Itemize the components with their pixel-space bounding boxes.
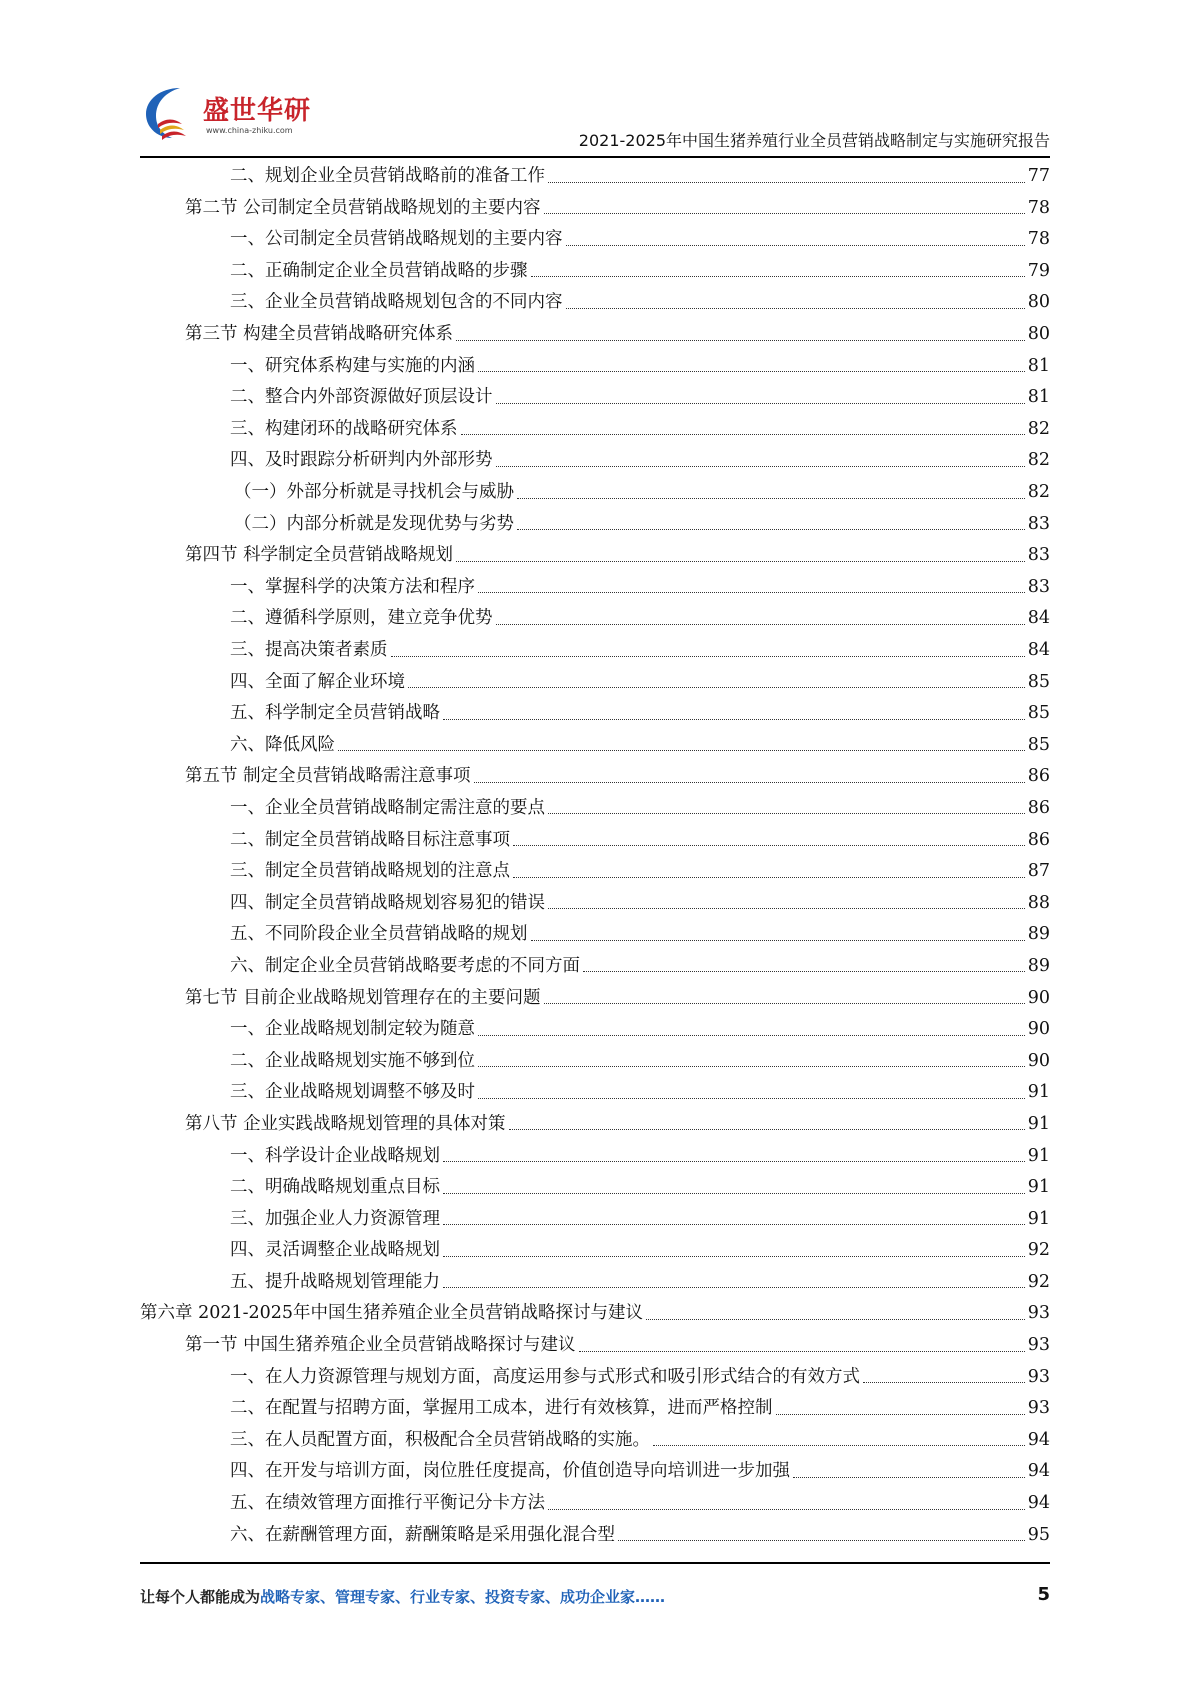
toc-entry-title: 一、科学设计企业战略规划	[230, 1145, 440, 1166]
toc-leader-dots	[496, 466, 1025, 467]
toc-entry[interactable]	[140, 1361, 1050, 1393]
toc-entry-page: 93	[1027, 1335, 1050, 1356]
toc-leader-dots	[509, 1129, 1025, 1130]
toc-entry[interactable]	[140, 413, 1050, 445]
toc-entry[interactable]	[140, 1519, 1050, 1551]
toc-entry-page: 83	[1027, 576, 1050, 597]
logo-url: www.china-zhiku.com	[206, 126, 293, 135]
toc-entry[interactable]	[140, 697, 1050, 729]
toc-entry[interactable]	[140, 760, 1050, 792]
logo-name: 盛世华研	[203, 96, 312, 126]
toc-leader-dots	[548, 182, 1025, 183]
logo-mark-icon	[140, 84, 204, 144]
toc-entry-title: 第二节 公司制定全员营销战略规划的主要内容	[185, 197, 541, 218]
toc-entry-title: 二、明确战略规划重点目标	[230, 1177, 440, 1198]
toc-entry[interactable]	[140, 1455, 1050, 1487]
toc-entry-title: 四、及时跟踪分析研判内外部形势	[230, 450, 493, 471]
toc-leader-dots	[548, 908, 1025, 909]
toc-entry-title: 第八节 企业实践战略规划管理的具体对策	[185, 1113, 506, 1134]
toc-leader-dots	[478, 371, 1025, 372]
toc-entry-title: 二、遵循科学原则，建立竞争优势	[230, 608, 493, 629]
toc-entry[interactable]	[140, 1234, 1050, 1266]
toc-entry-page: 78	[1027, 229, 1050, 250]
footer-slogan-prefix: 让每个人都能成为	[140, 1588, 261, 1606]
toc-entry-title: 三、企业全员营销战略规划包含的不同内容	[230, 292, 563, 313]
table-of-contents	[140, 160, 1050, 1550]
toc-leader-dots	[478, 1066, 1025, 1067]
toc-entry-page: 79	[1027, 260, 1050, 281]
toc-entry-page: 85	[1027, 671, 1050, 692]
toc-entry-page: 91	[1027, 1145, 1050, 1166]
toc-entry[interactable]	[140, 539, 1050, 571]
toc-entry[interactable]	[140, 381, 1050, 413]
toc-entry-page: 77	[1027, 166, 1050, 187]
toc-entry[interactable]	[140, 1045, 1050, 1077]
toc-entry-page: 82	[1027, 482, 1050, 503]
toc-entry-title: 第七节 目前企业战略规划管理存在的主要问题	[185, 987, 541, 1008]
toc-entry[interactable]	[140, 887, 1050, 919]
toc-leader-dots	[517, 498, 1025, 499]
toc-entry[interactable]	[140, 950, 1050, 982]
toc-leader-dots	[863, 1382, 1025, 1383]
toc-leader-dots	[513, 877, 1025, 878]
toc-entry-page: 94	[1027, 1493, 1050, 1514]
toc-entry-title: 六、在薪酬管理方面，薪酬策略是采用强化混合型	[230, 1524, 615, 1545]
toc-leader-dots	[496, 403, 1025, 404]
toc-entry-page: 82	[1027, 450, 1050, 471]
toc-entry-title: 第五节 制定全员营销战略需注意事项	[185, 766, 471, 787]
toc-entry-title: 二、在配置与招聘方面，掌握用工成本，进行有效核算，进而严格控制	[230, 1398, 773, 1419]
toc-entry-title: 二、正确制定企业全员营销战略的步骤	[230, 260, 528, 281]
toc-entry-page: 78	[1027, 197, 1050, 218]
toc-entry[interactable]	[140, 1487, 1050, 1519]
toc-leader-dots	[461, 434, 1025, 435]
toc-entry-title: 四、全面了解企业环境	[230, 671, 405, 692]
toc-entry-title: 第三节 构建全员营销战略研究体系	[185, 324, 454, 345]
toc-entry-page: 89	[1027, 924, 1050, 945]
footer-slogan	[140, 1586, 665, 1607]
toc-entry-title: 五、不同阶段企业全员营销战略的规划	[230, 924, 528, 945]
toc-entry-page: 90	[1027, 1019, 1050, 1040]
toc-entry-title: 二、整合内外部资源做好顶层设计	[230, 387, 493, 408]
toc-entry-title: 五、科学制定全员营销战略	[230, 703, 440, 724]
toc-entry-title: 三、加强企业人力资源管理	[230, 1208, 440, 1229]
toc-entry-title: 六、制定企业全员营销战略要考虑的不同方面	[230, 955, 580, 976]
toc-leader-dots	[548, 813, 1025, 814]
toc-entry-page: 93	[1027, 1303, 1050, 1324]
toc-entry[interactable]	[140, 855, 1050, 887]
toc-leader-dots	[456, 340, 1025, 341]
toc-leader-dots	[338, 750, 1025, 751]
toc-leader-dots	[443, 1193, 1025, 1194]
toc-entry-title: 一、企业全员营销战略制定需注意的要点	[230, 797, 545, 818]
page-header	[140, 84, 1050, 154]
toc-entry[interactable]	[140, 1108, 1050, 1140]
toc-entry[interactable]	[140, 255, 1050, 287]
toc-entry-title: 一、研究体系构建与实施的内涵	[230, 355, 475, 376]
toc-entry[interactable]	[140, 981, 1050, 1013]
toc-entry-page: 92	[1027, 1240, 1050, 1261]
toc-entry[interactable]	[140, 1076, 1050, 1108]
toc-entry-page: 86	[1027, 766, 1050, 787]
toc-leader-dots	[443, 719, 1025, 720]
toc-entry-title: 五、在绩效管理方面推行平衡记分卡方法	[230, 1493, 545, 1514]
toc-leader-dots	[548, 1509, 1025, 1510]
toc-entry-title: 四、灵活调整企业战略规划	[230, 1240, 440, 1261]
toc-leader-dots	[583, 971, 1025, 972]
toc-entry[interactable]	[140, 918, 1050, 950]
toc-leader-dots	[517, 529, 1025, 530]
footer-divider	[140, 1562, 1050, 1564]
toc-entry-page: 80	[1027, 324, 1050, 345]
toc-entry-page: 84	[1027, 608, 1050, 629]
toc-leader-dots	[496, 624, 1025, 625]
toc-entry-page: 84	[1027, 640, 1050, 660]
toc-entry-title: 二、规划企业全员营销战略前的准备工作	[230, 166, 545, 187]
toc-entry-page: 83	[1027, 545, 1050, 566]
toc-entry-page: 91	[1027, 1082, 1050, 1103]
toc-entry-title: 第一节 中国生猪养殖企业全员营销战略探讨与建议	[185, 1335, 576, 1356]
toc-leader-dots	[793, 1477, 1025, 1478]
toc-entry[interactable]	[140, 1297, 1050, 1329]
footer-slogan-highlight: 战略专家、管理专家、行业专家、投资专家、成功企业家……	[260, 1588, 666, 1606]
toc-leader-dots	[474, 782, 1025, 783]
toc-entry-title: 一、企业战略规划制定较为随意	[230, 1019, 475, 1040]
toc-entry-page: 85	[1027, 703, 1050, 724]
toc-entry-title: 第六章 2021-2025年中国生猪养殖企业全员营销战略探讨与建议	[140, 1303, 644, 1324]
toc-entry-page: 90	[1027, 1050, 1050, 1071]
toc-entry-title: （一）外部分析就是寻找机会与威胁	[234, 482, 514, 503]
toc-entry-page: 85	[1027, 734, 1050, 755]
toc-entry[interactable]	[140, 823, 1050, 855]
toc-entry[interactable]	[140, 1392, 1050, 1424]
toc-entry-title: 一、掌握科学的决策方法和程序	[230, 576, 475, 597]
toc-entry[interactable]	[140, 602, 1050, 634]
toc-entry-page: 90	[1027, 987, 1050, 1008]
toc-leader-dots	[531, 276, 1025, 277]
toc-entry[interactable]	[140, 444, 1050, 476]
toc-entry-title: 四、制定全员营销战略规划容易犯的错误	[230, 892, 545, 913]
toc-entry[interactable]	[140, 192, 1050, 224]
toc-entry[interactable]	[140, 223, 1050, 255]
toc-entry[interactable]	[140, 1171, 1050, 1203]
toc-entry[interactable]	[140, 729, 1050, 761]
toc-leader-dots	[646, 1319, 1025, 1320]
toc-entry-title: 三、企业战略规划调整不够及时	[230, 1082, 475, 1103]
page-number: 5	[1037, 1584, 1050, 1605]
header-divider	[140, 156, 1050, 158]
toc-entry[interactable]	[140, 1424, 1050, 1456]
toc-entry-page: 91	[1027, 1177, 1050, 1198]
toc-entry-page: 88	[1027, 892, 1050, 913]
toc-entry[interactable]	[140, 571, 1050, 603]
toc-entry[interactable]	[140, 1139, 1050, 1171]
report-title: 2021-2025年中国生猪养殖行业全员营销战略制定与实施研究报告	[578, 131, 1050, 150]
toc-entry-page: 82	[1027, 418, 1050, 439]
toc-leader-dots	[566, 308, 1025, 309]
toc-leader-dots	[478, 592, 1025, 593]
toc-leader-dots	[408, 687, 1025, 688]
toc-entry[interactable]	[140, 350, 1050, 382]
toc-leader-dots	[391, 656, 1025, 657]
toc-entry-page: 94	[1027, 1429, 1050, 1450]
toc-entry[interactable]	[140, 666, 1050, 698]
toc-entry-title: 三、构建闭环的战略研究体系	[230, 418, 458, 439]
toc-entry-title: 三、在人员配置方面，积极配合全员营销战略的实施。	[230, 1429, 650, 1450]
toc-entry-page: 95	[1027, 1524, 1050, 1545]
toc-entry-page: 91	[1027, 1208, 1050, 1229]
toc-entry-page: 93	[1027, 1366, 1050, 1387]
toc-leader-dots	[653, 1445, 1025, 1446]
toc-entry-page: 86	[1027, 829, 1050, 850]
toc-entry-page: 87	[1027, 861, 1050, 882]
toc-entry-page: 83	[1027, 513, 1050, 534]
toc-entry[interactable]	[140, 1266, 1050, 1298]
logo	[140, 84, 320, 146]
toc-entry[interactable]	[140, 634, 1050, 666]
toc-leader-dots	[456, 561, 1025, 562]
toc-entry-title: 二、企业战略规划实施不够到位	[230, 1050, 475, 1071]
toc-entry[interactable]	[140, 318, 1050, 350]
toc-leader-dots	[443, 1287, 1025, 1288]
toc-leader-dots	[566, 245, 1025, 246]
toc-entry-title: （二）内部分析就是发现优势与劣势	[234, 513, 514, 534]
toc-leader-dots	[513, 845, 1025, 846]
toc-entry[interactable]	[140, 1013, 1050, 1045]
toc-entry-title: 二、制定全员营销战略目标注意事项	[230, 829, 510, 850]
toc-entry-title: 四、在开发与培训方面，岗位胜任度提高，价值创造导向培训进一步加强	[230, 1461, 790, 1482]
toc-leader-dots	[776, 1414, 1025, 1415]
toc-leader-dots	[478, 1098, 1025, 1099]
toc-entry-page: 94	[1027, 1461, 1050, 1482]
toc-leader-dots	[618, 1540, 1025, 1541]
toc-entry-title: 第四节 科学制定全员营销战略规划	[185, 545, 454, 566]
toc-entry-page: 89	[1027, 955, 1050, 976]
toc-entry-title: 三、提高决策者素质	[230, 640, 388, 660]
toc-entry-page: 81	[1027, 387, 1050, 408]
toc-entry-title: 六、降低风险	[230, 734, 335, 755]
toc-entry[interactable]	[140, 286, 1050, 318]
toc-leader-dots	[544, 213, 1025, 214]
toc-entry-page: 81	[1027, 355, 1050, 376]
toc-entry-page: 92	[1027, 1271, 1050, 1292]
toc-entry[interactable]	[140, 476, 1050, 508]
toc-leader-dots	[443, 1161, 1025, 1162]
toc-entry-title: 五、提升战略规划管理能力	[230, 1271, 440, 1292]
toc-entry-title: 三、制定全员营销战略规划的注意点	[230, 861, 510, 882]
toc-entry[interactable]	[140, 1329, 1050, 1361]
toc-entry[interactable]	[140, 508, 1050, 540]
toc-entry[interactable]	[140, 160, 1050, 192]
toc-leader-dots	[478, 1035, 1025, 1036]
toc-entry-page: 93	[1027, 1398, 1050, 1419]
toc-entry-title: 一、在人力资源管理与规划方面，高度运用参与式形式和吸引形式结合的有效方式	[230, 1366, 860, 1387]
toc-leader-dots	[579, 1351, 1025, 1352]
toc-entry[interactable]	[140, 1203, 1050, 1235]
toc-entry[interactable]	[140, 792, 1050, 824]
toc-entry-title: 一、公司制定全员营销战略规划的主要内容	[230, 229, 563, 250]
toc-entry-page: 80	[1027, 292, 1050, 313]
toc-leader-dots	[443, 1224, 1025, 1225]
toc-leader-dots	[443, 1256, 1025, 1257]
toc-entry-page: 86	[1027, 797, 1050, 818]
toc-entry-page: 91	[1027, 1113, 1050, 1134]
toc-leader-dots	[544, 1003, 1025, 1004]
toc-leader-dots	[531, 940, 1025, 941]
